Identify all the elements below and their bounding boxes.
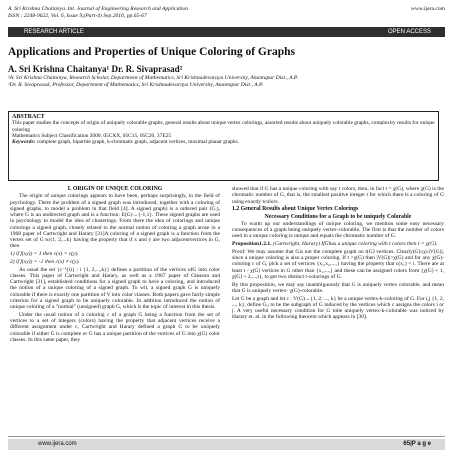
footer-url[interactable]: www.ijera.com [38, 441, 77, 447]
subsection-heading: 1.2 General Results about Unique Vertex Colorings [232, 206, 359, 213]
condition-2: 2) if f(xy)) = -1 then c(x) ≠ c(y). [10, 258, 80, 265]
paper-authors: A. Sri Krishna Chaitanya¹ Dr. R. Sivaprasad² [8, 64, 183, 74]
keywords-line [12, 139, 435, 145]
page-footer [8, 439, 445, 450]
msc-line: Mathematics Subject Classification 2000: 05CXX, 05C15, 05C20, 37E25 [12, 132, 172, 139]
affiliation-2: ²Dr. R. Sivaprasad, Professor, Department of Mathematics, Sri Krishnadevaraya University, Anantapur Dist., A.P. [8, 81, 264, 88]
paragraph: Let G be a graph and let c : V(G)→{1, 2, ..., k} be a unique vertex-k-coloring of G. For i,j {1, 2, ..., k}, define Gᵢⱼ to be the subgraph of G induced by the vertices which c assigns the colors i or j. A very useful necessary condition for G tobe uniquely vertex-k-colorable was noticed by Harary et. al. in the following theorem which appears in [30]. [232, 295, 444, 321]
journal-citation: A. Sri Krishna Chaitanya. Int. Journal of Engineering Research and Application [8, 6, 189, 12]
proposition-text: (Cartwright, Harary) IfGhas a unique coloring with t colors then t = χ(G). [272, 241, 438, 247]
affiliation-1: ¹A. Sri Krishna Chaitanya, Research Scholar, Department of Mathematics, Sri Krishnadevaraya University, Anantapur Dist., A.P. [8, 75, 298, 81]
paragraph: Under the usual notion of a coloring c of a graph G being a function from the set of vertices to a set of integers (colors) having the property that adjacent vertices receive a different assignment under c, Cartwright and Harary defined a graph G to be uniquely colorable if either G is complete or G has a unique partition of the vertices of G into χ(G) color classes. In this same paper, they [10, 311, 220, 343]
paragraph: By this proposition, we may say unambiguously that G is uniquely vertex colorable, and mean that G is uniquely vertex- χ(G)-colorable. [232, 281, 444, 294]
paragraph: showed that if G has a unique coloring with say t colors, then, in fact t = χ(G), where χ(G) is the chromatic number of G, that is, the smallest positive integer t for which there is a coloring of G using exactly tcolors. [232, 186, 444, 205]
paper-title: Applications and Properties of Unique Coloring of Graphs [8, 46, 295, 58]
paragraph: The origin of unique colorings appears to have been, perhaps surprisingly, in the field of psychology. There the problem of a signed graph was introduced, together with a coloring of signed graphs, to model a problem in that field [4]. A signed graph) is a ordered pair (G,), where G is an undirected graph and is a function: E(G)→{-1,1}. These signed graphs are used in psychology to model the idea of clusterings. From there the idea of colorings and unique colorings a signed graph, closely related to the normal notion of coloring a graph arose in a 1968 paper of Cartwright and Harary [31]A coloring of a signed graph is a function from the vertex set of G to{1, 2,...k} having the property that if x and y are two adjacentvertices in G, then [10, 193, 220, 250]
paragraph: To warm up our understandings of unique coloring, we mention some easy necessary consequences of a graph being uniquely vertex-colorable. The first is that the number of colors used in a unique coloring is unique and equals the chromatic number of G. [232, 220, 444, 240]
issn-line: ISSN : 2248-9622, Vol. 6, Issue 9,(Part-4) Sep.2016, pp.65-67 [8, 13, 147, 19]
keywords-label: Keywords: [12, 139, 36, 146]
article-banner [8, 27, 445, 37]
access-type: OPEN ACCESS [387, 29, 431, 35]
paragraph: As usual the set {c⁻¹(i)} : i {1, 2,...,k}} defines a partition of the vertices ofG into color classes. This paper of Cartwright and Harary, as well as a 1967 paper of Gleason and Cartwright [31], established conditions for a signed graph to have a coloring, and introduced the notion of a unique coloring of a signed graph. To wit, a signed graph G is uniquely colorable if there is exactly one partition of V into color classes. Both papers gave fairly simple criterion for a signed graph to be uniquely colorable. In addition introduced the notion of unique coloring of a "normal" (unsigned) graph G, which is the topic of interest in this thesis. [10, 266, 220, 310]
journal-header [8, 6, 445, 20]
footer-divider [8, 436, 445, 437]
condition-1: 1) if f(xy)) = 1 then c(x) = c(y). [10, 251, 79, 257]
abstract-box [8, 111, 439, 181]
proposition-label: Proposition1.2.1. [232, 241, 272, 247]
left-column [10, 186, 220, 345]
journal-url[interactable]: www.ijera.com [410, 6, 445, 12]
right-column [232, 186, 444, 322]
section-heading-origin: I. ORIGIN OF UNIQUE COLORING [67, 186, 163, 192]
keywords-text: complete graph, bipartite graph, k-chromatic graph, adjacent vertices, maximal planar graphs. [36, 139, 239, 146]
abstract-text: This paper studies the concepts of origin of uniquely colorable graphs, general results about unique vertex colorings, assorted results about uniquely colorable graphs, complexity results for unique coloring [12, 120, 435, 133]
subsubsection-heading: Necessary Conditions for a Graph to be uniquely Colorable [264, 213, 412, 220]
author-affiliations [8, 75, 445, 88]
page-number: 65|P a g e [403, 441, 431, 447]
article-type: RESEARCH ARTICLE [24, 29, 84, 35]
proof-paragraph: Proof: We may assume that Gis not the complete graph on t(G) vertices. Clearly(G)≥χ≤|V(G)|, since a unique coloring is also a proper coloring. If t >χ(G) then |V(G)|>χ(G) and for any χ(G)-coloring c of G, pick a set of vertices {x₁,x₂,...,} having the property that c(x₁) = i. There are at least t - χ(G) vertices in G other than {x₁,...,} and these can be assigned colors from {χ(G) + 1, χ(G) + 2,...,t}, to get two distinct t-colorings of G. [232, 248, 444, 280]
proposition [232, 241, 444, 247]
abstract-heading: ABSTRACT [12, 114, 45, 120]
